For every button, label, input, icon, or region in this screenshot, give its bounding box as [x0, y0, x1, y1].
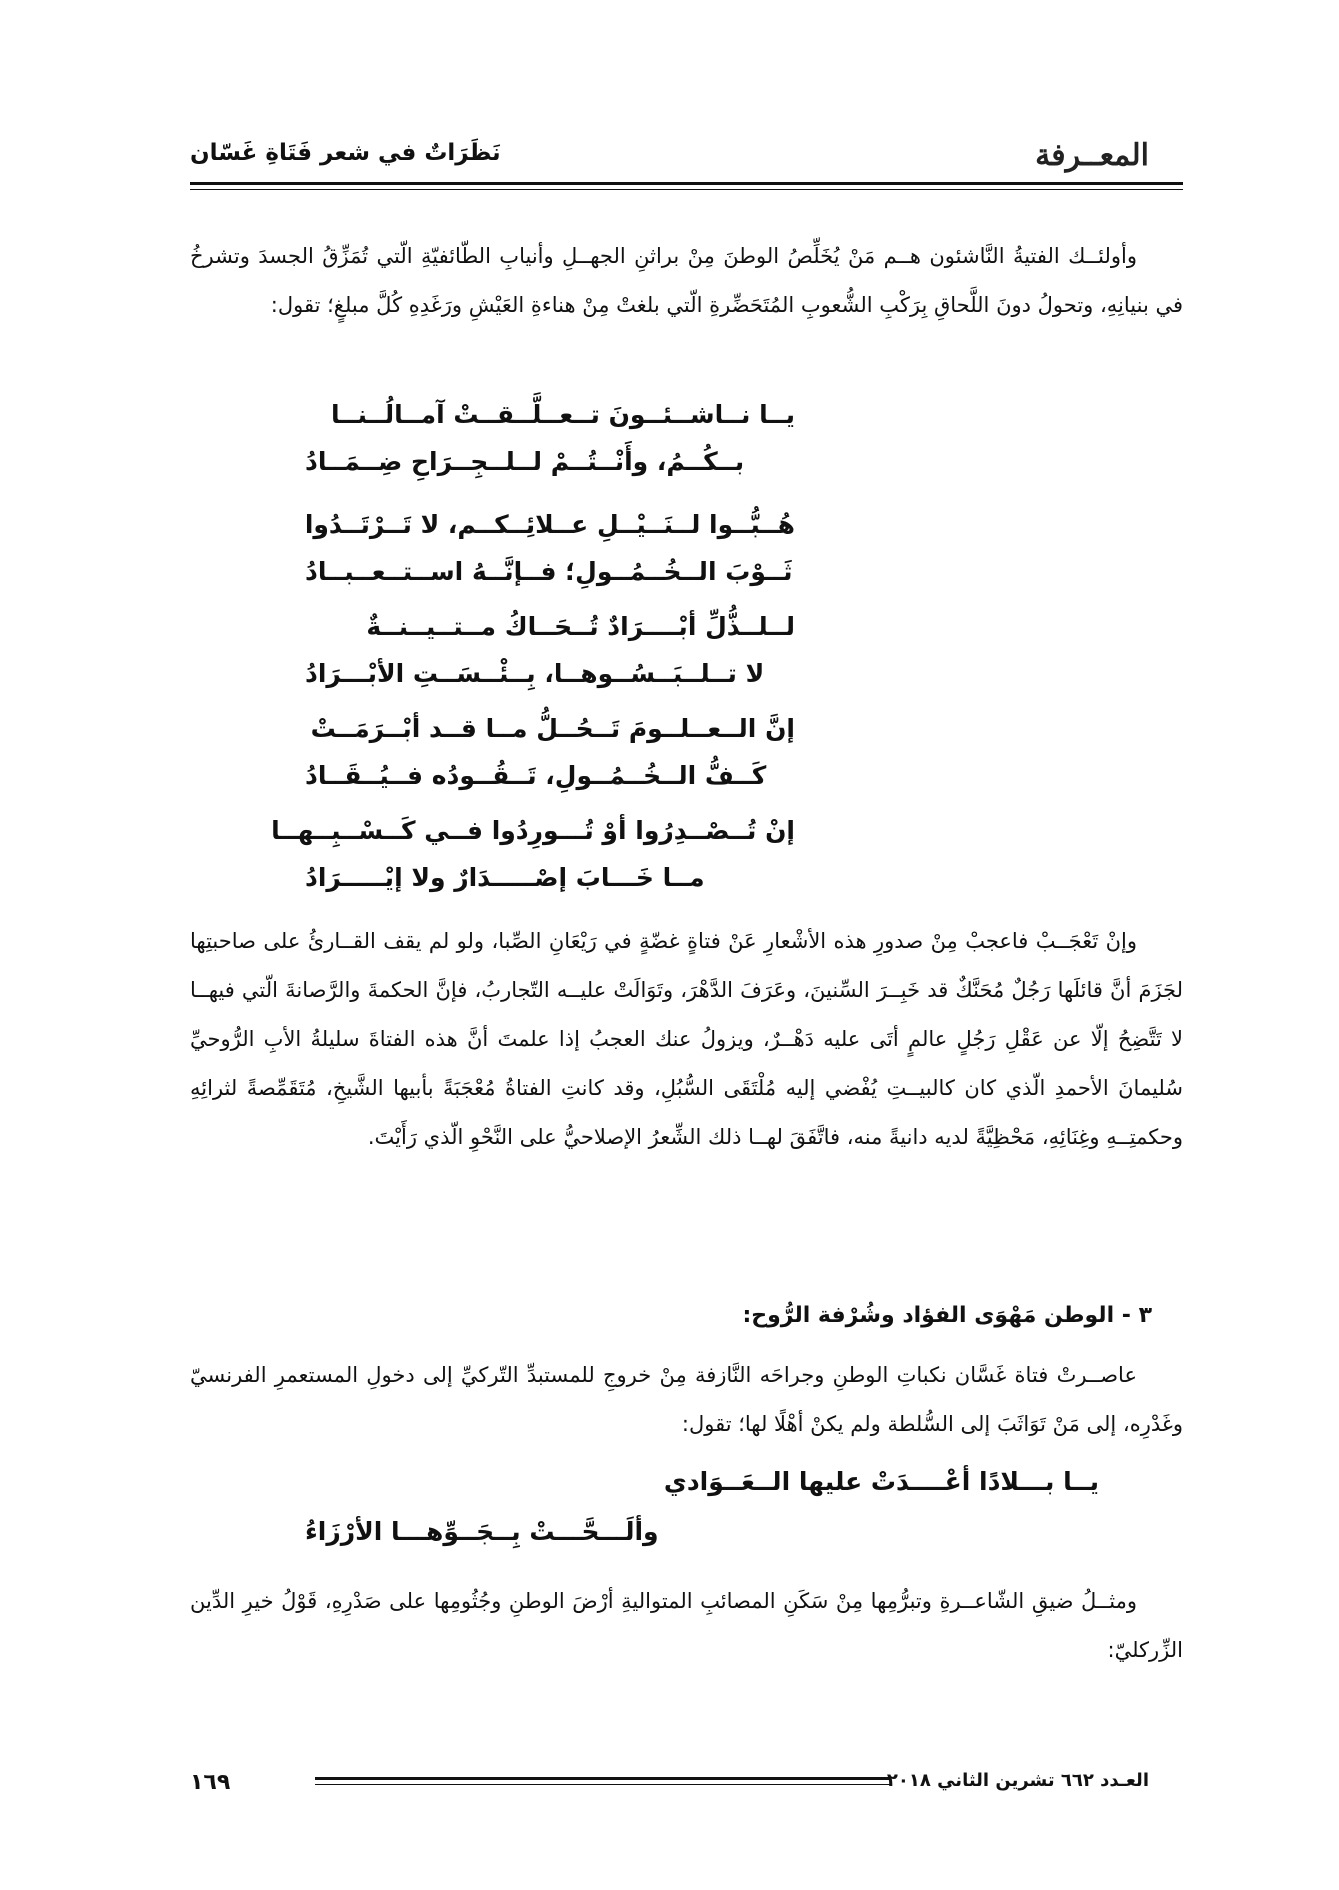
journal-logo: المعــرفة	[1035, 138, 1149, 173]
poem1-line-2a: هُــبُّــوا لــنَــيْــلِ عــلائِــكــم، لا تَــرْتَــدُوا	[304, 510, 795, 539]
paragraph-2	[190, 917, 1183, 1162]
poem1-line-3b: لا تــلــبَــسُــوهــا، بِــئْــسَــتِ الأبْـــرَادُ	[305, 659, 765, 688]
poem1-line-1a: يــا نــاشــئــونَ تــعــلَّــقــتْ آمــالُــنــا	[330, 400, 795, 429]
header-rule-thin	[190, 189, 1183, 190]
header-rule	[190, 182, 1183, 185]
poem1-line-5a: إنْ تُــصْــدِرُوا أوْ تُـــورِدُوا فــي كَــسْــبِــهــا	[271, 816, 795, 845]
issue-info: العـدد ٦٦٢ تشرين الثاني ٢٠١٨	[886, 1770, 1149, 1791]
footer-rule-thin	[315, 1784, 891, 1785]
paragraph-1-text: وأولئــك الفتيةُ النَّاشئون هــم مَنْ يُخَلِّصُ الوطنَ مِنْ براثنِ الجهــلِ وأنيابِ الطّائفيّةِ الّتي تُمَزِّقُ الجسدَ وتشرخُ في بنيانِهِ، وتحولُ دونَ اللَّحاقِ بِرَكْبِ الشُّعوبِ المُتَحَضِّرةِ الّتي بلغتْ مِنْ هناءةِ العَيْشِ ورَغَدِهِ كُلَّ مبلغٍ؛ تقول:	[190, 244, 1183, 317]
poem1-line-3a: لــلــذُّلِّ أبْــــرَادٌ تُــحَــاكُ مــتــيــنــةٌ	[366, 612, 795, 641]
paragraph-3	[190, 1351, 1183, 1449]
footer-rule	[315, 1777, 891, 1780]
article-title: نَظَرَاتٌ في شعر فَتَاةِ غَسّان	[190, 140, 501, 166]
paragraph-4	[190, 1577, 1183, 1675]
paragraph-3-text: عاصــرتْ فتاة غَسَّان نكباتِ الوطنِ وجراحَه النَّازفة مِنْ خروجِ للمستبدِّ التّركيِّ إلى دخولِ المستعمرِ الفرنسيّ وغَدْرِه، إلى مَنْ تَوَاثَبَ إلى السُّلطة ولم يكنْ أهْلًا لها؛ تقول:	[190, 1363, 1183, 1436]
poem2-line-a: يــا بـــلادًا أعْــــدَتْ عليها الــعَــوَادي	[663, 1467, 1099, 1496]
poem1-line-4a: إنَّ الــعــلــومَ تَــحُــلُّ مــا قــد أبْــرَمَــتْ	[310, 714, 795, 743]
section-heading: ٣ - الوطن مَهْوَى الفؤاد وشُرْفة الرُّوح:	[742, 1303, 1152, 1328]
poem1-line-1b: بــكُــمُ، وأَنْــتُــمْ لــلــجِــرَاحِ ضِــمَــادُ	[305, 447, 745, 476]
poem1-line-5b: مــا خَـــابَ إصْـــــدَارٌ ولا إيْـــــرَادُ	[305, 863, 705, 892]
poem1-line-2b: ثَــوْبَ الــخُــمُــولِ؛ فــإنَّــهُ اســتــعــبــادُ	[305, 557, 793, 586]
poem1-line-4b: كَــفُّ الــخُــمُــولِ، تَــقُــودُه فــيُــقَــادُ	[305, 761, 767, 790]
poem2-line-b: وألَـــحَّـــتْ بِــجَــوِّهـــا الأرْزَاءُ	[305, 1517, 659, 1546]
paragraph-2-text: وإنْ تَعْجَــبْ فاعجبْ مِنْ صدورِ هذه الأشْعارِ عَنْ فتاةٍ غضّةٍ في رَيْعَانِ الصِّبا، ولو لم يقف القــارئُ على صاحبتِها لجَزَمَ أنَّ قائلَها رَجُلٌ مُحَنَّكٌ قد خَبِــرَ السِّنينَ، وعَرَفَ الدَّهْرَ، وتَوَالَتْ عليــه التّجاربُ، فإنَّ الحكمةَ والرَّصانةَ الّتي فيهــا لا تَتَّضِحُ إلّا عن عَقْلِ رَجُلٍ عالمٍ أتَى عليه دَهْــرٌ، ويزولُ عنك العجبُ إذا علمتَ أنَّ هذه الفتاةَ سليلةُ الأبِ الرُّوحيِّ سُليمانَ الأحمدِ الّذي كان كالبيــتِ يُفْضي إليه مُلْتَقَى السُّبُلِ، وقد كانتِ الفتاةُ مُعْجَبَةً بأبيها الشَّيخِ، مُتَقَمِّصةً لثرائِهِ وحكمتِــهِ وغِنَائِهِ، مَحْظِيَّةً لديه دانيةً منه، فاتَّفَقَ لهــا ذلك الشِّعرُ الإصلاحيُّ على النَّحْوِ الّذي رَأَيْتَ.	[190, 929, 1183, 1149]
paragraph-4-text: ومثــلُ ضيقِ الشّاعــرةِ وتبرُّمِها مِنْ سَكَنِ المصائبِ المتواليةِ أرْضَ الوطنِ وجُثُومِها على صَدْرِهِ، قَوْلُ خيرِ الدِّين الزِّركليّ:	[190, 1589, 1183, 1662]
page-number: ١٦٩	[190, 1770, 231, 1795]
paragraph-1	[190, 232, 1183, 330]
